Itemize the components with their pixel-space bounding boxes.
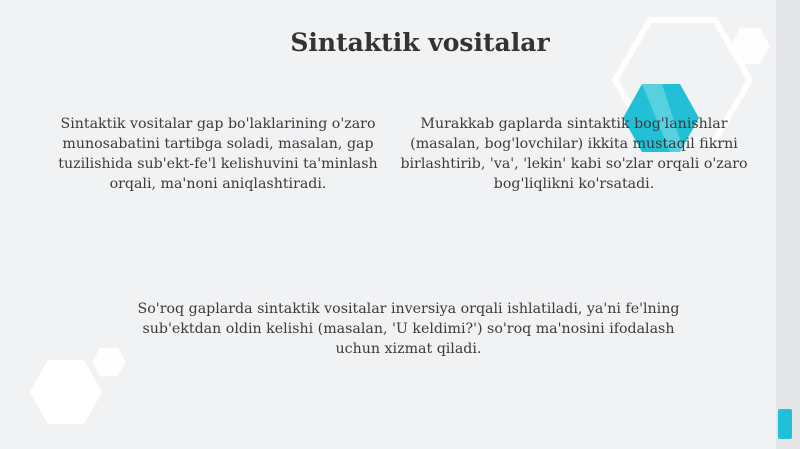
white-hexagon-decoration: [20, 340, 140, 440]
accent-tab[interactable]: [778, 409, 792, 439]
paragraph-left: Sintaktik vositalar gap bo'laklarining o'zaro munosabatini tartibga soladi, masalan, gap tuzilishida sub'ekt-fe'l kelishuvini ta'minlash orqali, ma'noni aniqlashtiradi.: [58, 116, 378, 192]
white-hexagon-large: [30, 360, 102, 424]
slide-title: Sintaktik vositalar: [290, 28, 550, 57]
paragraph-right: Murakkab gaplarda sintaktik bog'lanishlar (masalan, bog'lovchilar) ikkita mustaqil fikrni birlashtirib, 'va', 'lekin' kabi so'zlar orqali o'zaro bog'liqlikni ko'rsatadi.: [400, 116, 748, 192]
white-hexagon-small: [92, 348, 126, 376]
paragraph-bottom: So'roq gaplarda sintaktik vositalar inversiya orqali ishlatiladi, ya'ni fe'lning sub'ektdan oldin kelishi (masalan, 'U keldimi?') so'roq ma'nosini ifodalash uchun xizmat qiladi.: [137, 301, 680, 357]
